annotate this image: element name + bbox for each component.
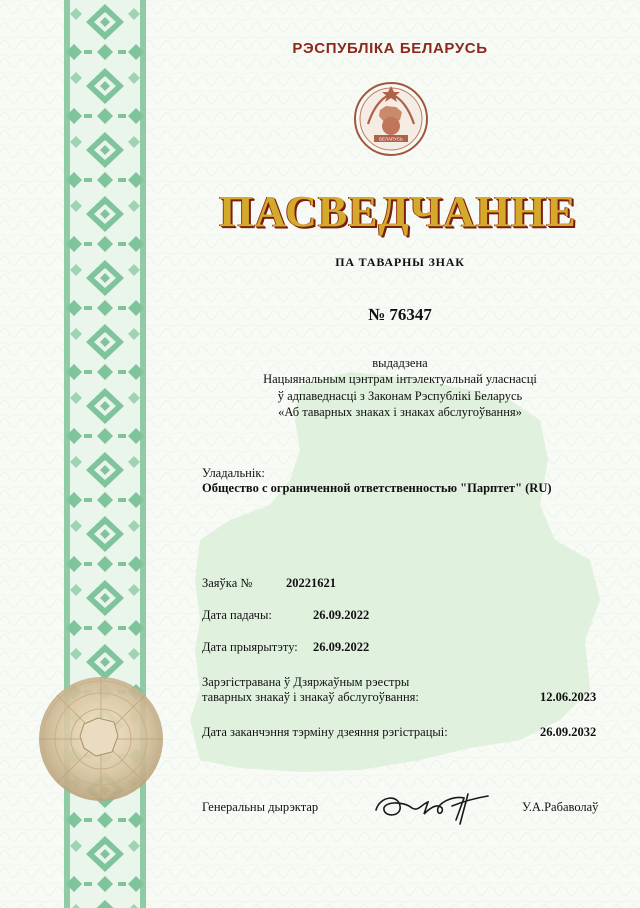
director-name: У.А.Рабаволаў: [522, 800, 599, 814]
issued-line-4: «Аб таварных знаках і знаках абслугоўвання»: [278, 405, 522, 419]
certificate-number: № 76347: [368, 305, 432, 324]
expiry-label: Дата заканчэння тэрміну дзеяння рэгістрацыі:: [202, 725, 448, 739]
priority-date-label: Дата прыярытэту:: [202, 640, 298, 654]
certificate-subtitle: ПА ТАВАРНЫ ЗНАК: [335, 255, 465, 269]
issued-line-3: ў адпаведнасці з Законам Рэспублікі Беларусь: [277, 389, 523, 403]
filing-date-label: Дата падачы:: [202, 608, 272, 622]
filing-date-value: 26.09.2022: [313, 608, 370, 622]
registered-value: 12.06.2023: [540, 690, 597, 704]
application-value: 20221621: [286, 576, 336, 590]
state-emblem-icon: [352, 80, 430, 158]
signature-icon: [372, 784, 494, 828]
issued-line-1: выдадзена: [372, 356, 428, 370]
priority-date-value: 26.09.2022: [313, 640, 370, 654]
republic-heading: РЭСПУБЛІКА БЕЛАРУСЬ: [292, 40, 488, 57]
registered-label-1: Зарэгістравана ў Дзяржаўным рэестры: [202, 675, 410, 689]
expiry-value: 26.09.2032: [540, 725, 597, 739]
hologram-seal: [36, 674, 166, 804]
registered-label-2: таварных знакаў і знакаў абслугоўвання:: [202, 690, 419, 704]
owner-label: Уладальнік:: [202, 466, 265, 480]
application-label: Заяўка №: [202, 576, 253, 590]
certificate-title: ПАСВЕДЧАННЕ: [219, 187, 577, 236]
owner-value: Общество с ограниченной ответственностью "Парптет" (RU): [202, 481, 552, 495]
issued-line-2: Нацыянальным цэнтрам інтэлектуальнай уласнасці: [263, 372, 537, 386]
director-position: Генеральны дырэктар: [202, 800, 319, 814]
svg-text:БЕЛАРУСЬ: БЕЛАРУСЬ: [379, 136, 403, 142]
